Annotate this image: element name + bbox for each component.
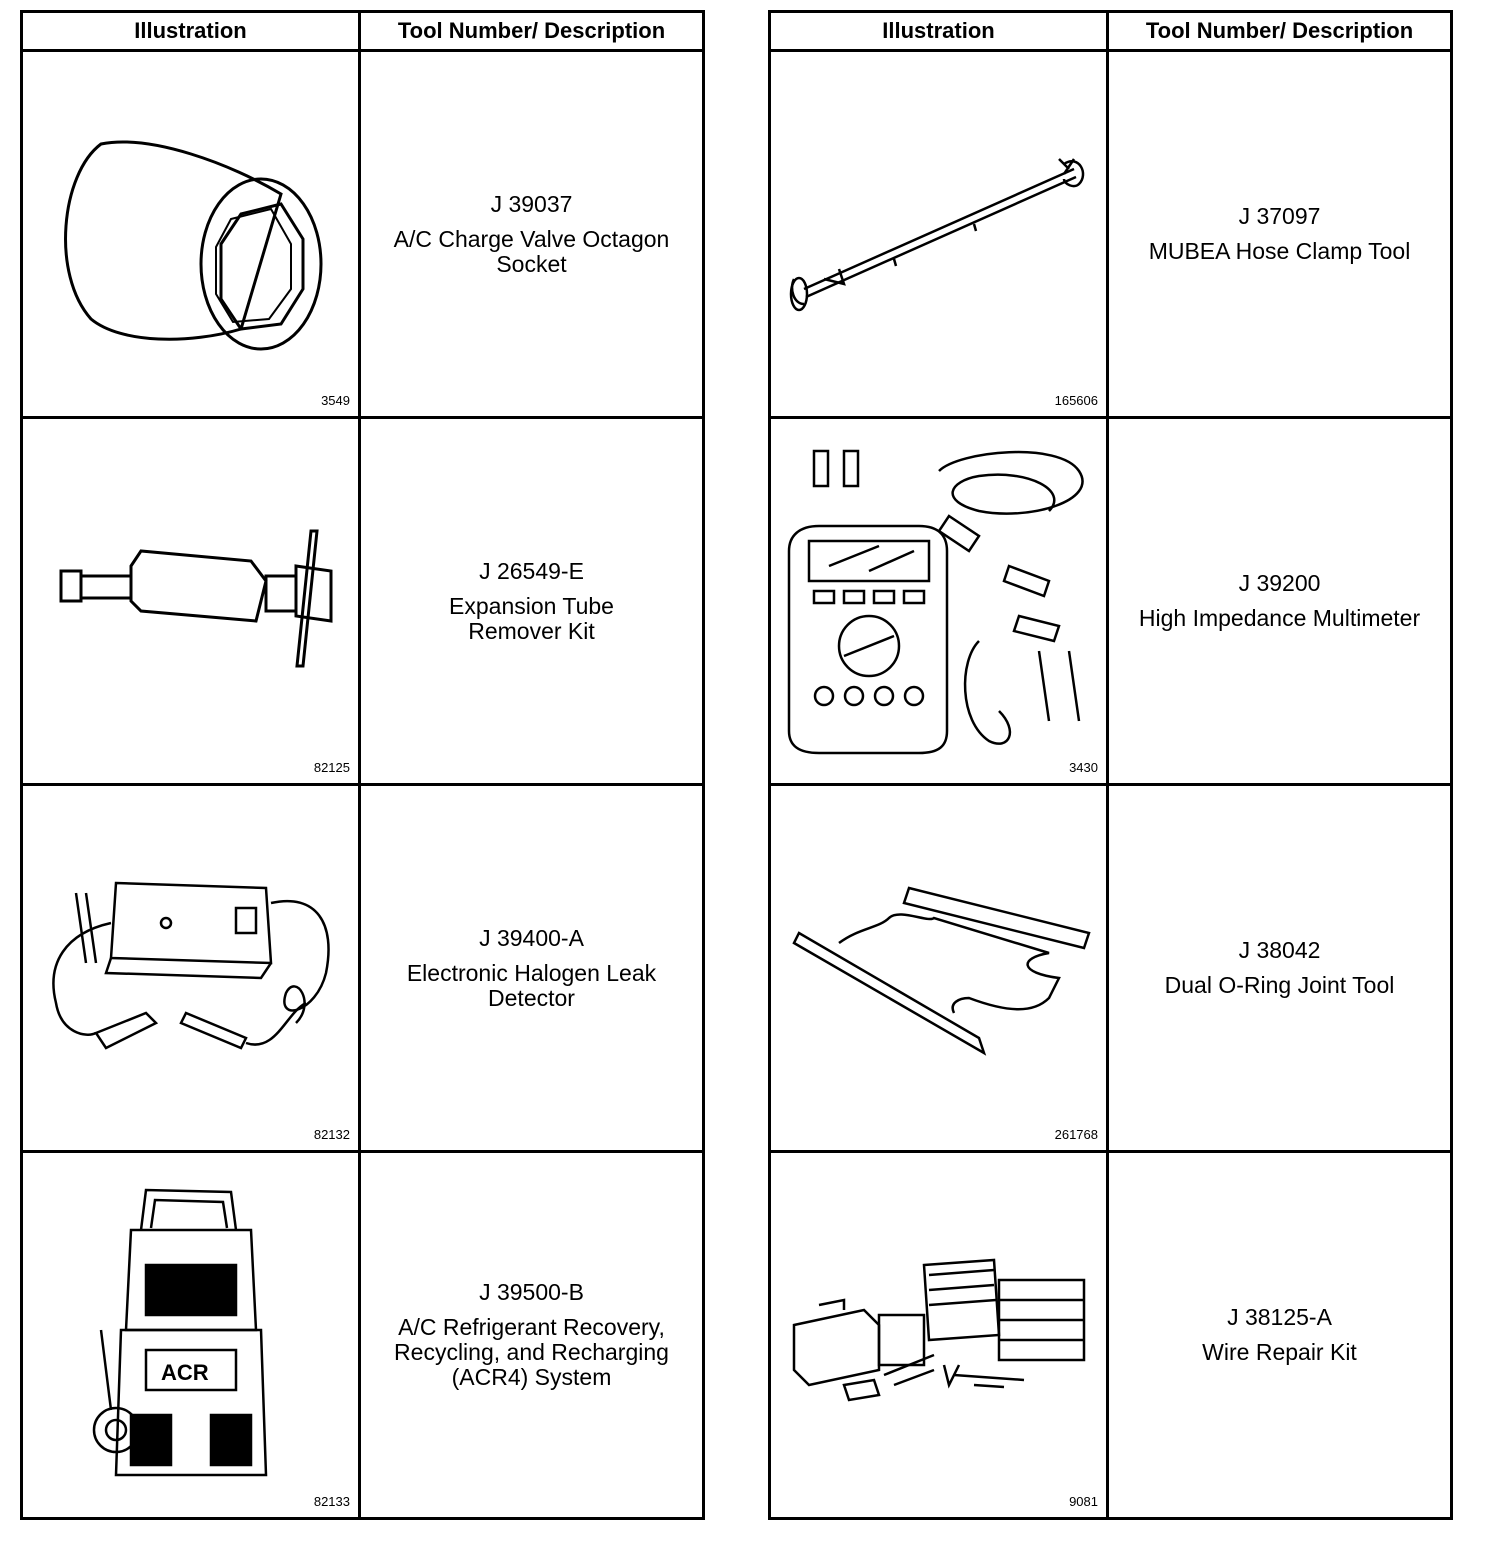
acr4-cart-icon xyxy=(91,1180,291,1490)
figure-number: 3549 xyxy=(321,393,350,408)
table-header-row xyxy=(770,12,1452,51)
tool-description: A/C Refrigerant Recovery, Recycling, and Recharging (ACR4) System xyxy=(394,1314,669,1390)
table-row xyxy=(770,51,1452,418)
figure-number: 82132 xyxy=(313,1127,350,1142)
tool-description-cell xyxy=(1108,418,1452,785)
multimeter-illustration xyxy=(770,418,1108,785)
octagon-socket-illustration xyxy=(22,51,360,418)
figure-number: 261768 xyxy=(1054,1127,1098,1142)
tool-description-cell xyxy=(1108,1152,1452,1519)
tool-description: A/C Charge Valve Octagon Socket xyxy=(393,225,670,277)
tool-description: Wire Repair Kit xyxy=(1202,1339,1357,1365)
tool-description-cell xyxy=(360,51,704,418)
expansion-tube-remover-icon xyxy=(41,501,341,701)
table-row xyxy=(22,418,704,785)
hose-clamp-tool-illustration xyxy=(770,51,1108,418)
o-ring-joint-tool-icon xyxy=(779,878,1099,1058)
octagon-socket-icon xyxy=(41,104,341,364)
tool-description: Dual O-Ring Joint Tool xyxy=(1164,972,1395,998)
tool-number: J 39200 xyxy=(1238,570,1321,596)
tool-description-cell xyxy=(360,785,704,1152)
tool-description: MUBEA Hose Clamp Tool xyxy=(1148,238,1411,264)
table-row xyxy=(22,51,704,418)
figure-number: 82125 xyxy=(313,760,350,775)
figure-number: 165606 xyxy=(1054,393,1098,408)
tool-number: J 39400-A xyxy=(479,924,584,951)
illustration-header: Illustration xyxy=(22,12,360,51)
halogen-leak-detector-illustration xyxy=(22,785,360,1152)
o-ring-joint-tool-illustration xyxy=(770,785,1108,1152)
tool-description-cell xyxy=(360,418,704,785)
tool-description-cell xyxy=(360,1152,704,1519)
wire-repair-kit-illustration xyxy=(770,1152,1108,1519)
acr4-system-illustration xyxy=(22,1152,360,1519)
tool-description-cell xyxy=(1108,785,1452,1152)
tool-description: Expansion Tube Remover Kit xyxy=(449,592,614,644)
table-row xyxy=(770,1152,1452,1519)
acr-logo: ACR xyxy=(160,1360,209,1385)
left-tools-table xyxy=(20,10,705,1520)
multimeter-icon xyxy=(779,441,1099,761)
expansion-tube-remover-illustration xyxy=(22,418,360,785)
tool-number: J 39037 xyxy=(490,190,573,217)
wire-repair-kit-icon xyxy=(784,1255,1094,1415)
tool-number: J 37097 xyxy=(1238,203,1321,229)
figure-number: 82133 xyxy=(313,1494,350,1509)
leak-detector-icon xyxy=(36,863,346,1073)
tool-number: J 26549-E xyxy=(479,557,584,584)
table-header-row xyxy=(22,12,704,51)
hose-clamp-tool-icon xyxy=(784,144,1094,324)
figure-number: 3430 xyxy=(1069,760,1098,775)
tool-number: J 38042 xyxy=(1238,937,1321,963)
tool-description-cell xyxy=(1108,51,1452,418)
illustration-header: Illustration xyxy=(770,12,1108,51)
tool-number: J 38125-A xyxy=(1227,1304,1332,1330)
tool-description: High Impedance Multimeter xyxy=(1138,605,1421,631)
figure-number: 9081 xyxy=(1069,1494,1098,1509)
tool-number: J 39500-B xyxy=(479,1279,584,1305)
table-row xyxy=(770,785,1452,1152)
description-header: Tool Number/ Description xyxy=(1108,12,1452,51)
tool-description: Electronic Halogen Leak Detector xyxy=(406,959,657,1011)
right-tools-table xyxy=(768,10,1453,1520)
table-row xyxy=(22,1152,704,1519)
description-header: Tool Number/ Description xyxy=(360,12,704,51)
table-row xyxy=(770,418,1452,785)
table-row xyxy=(22,785,704,1152)
